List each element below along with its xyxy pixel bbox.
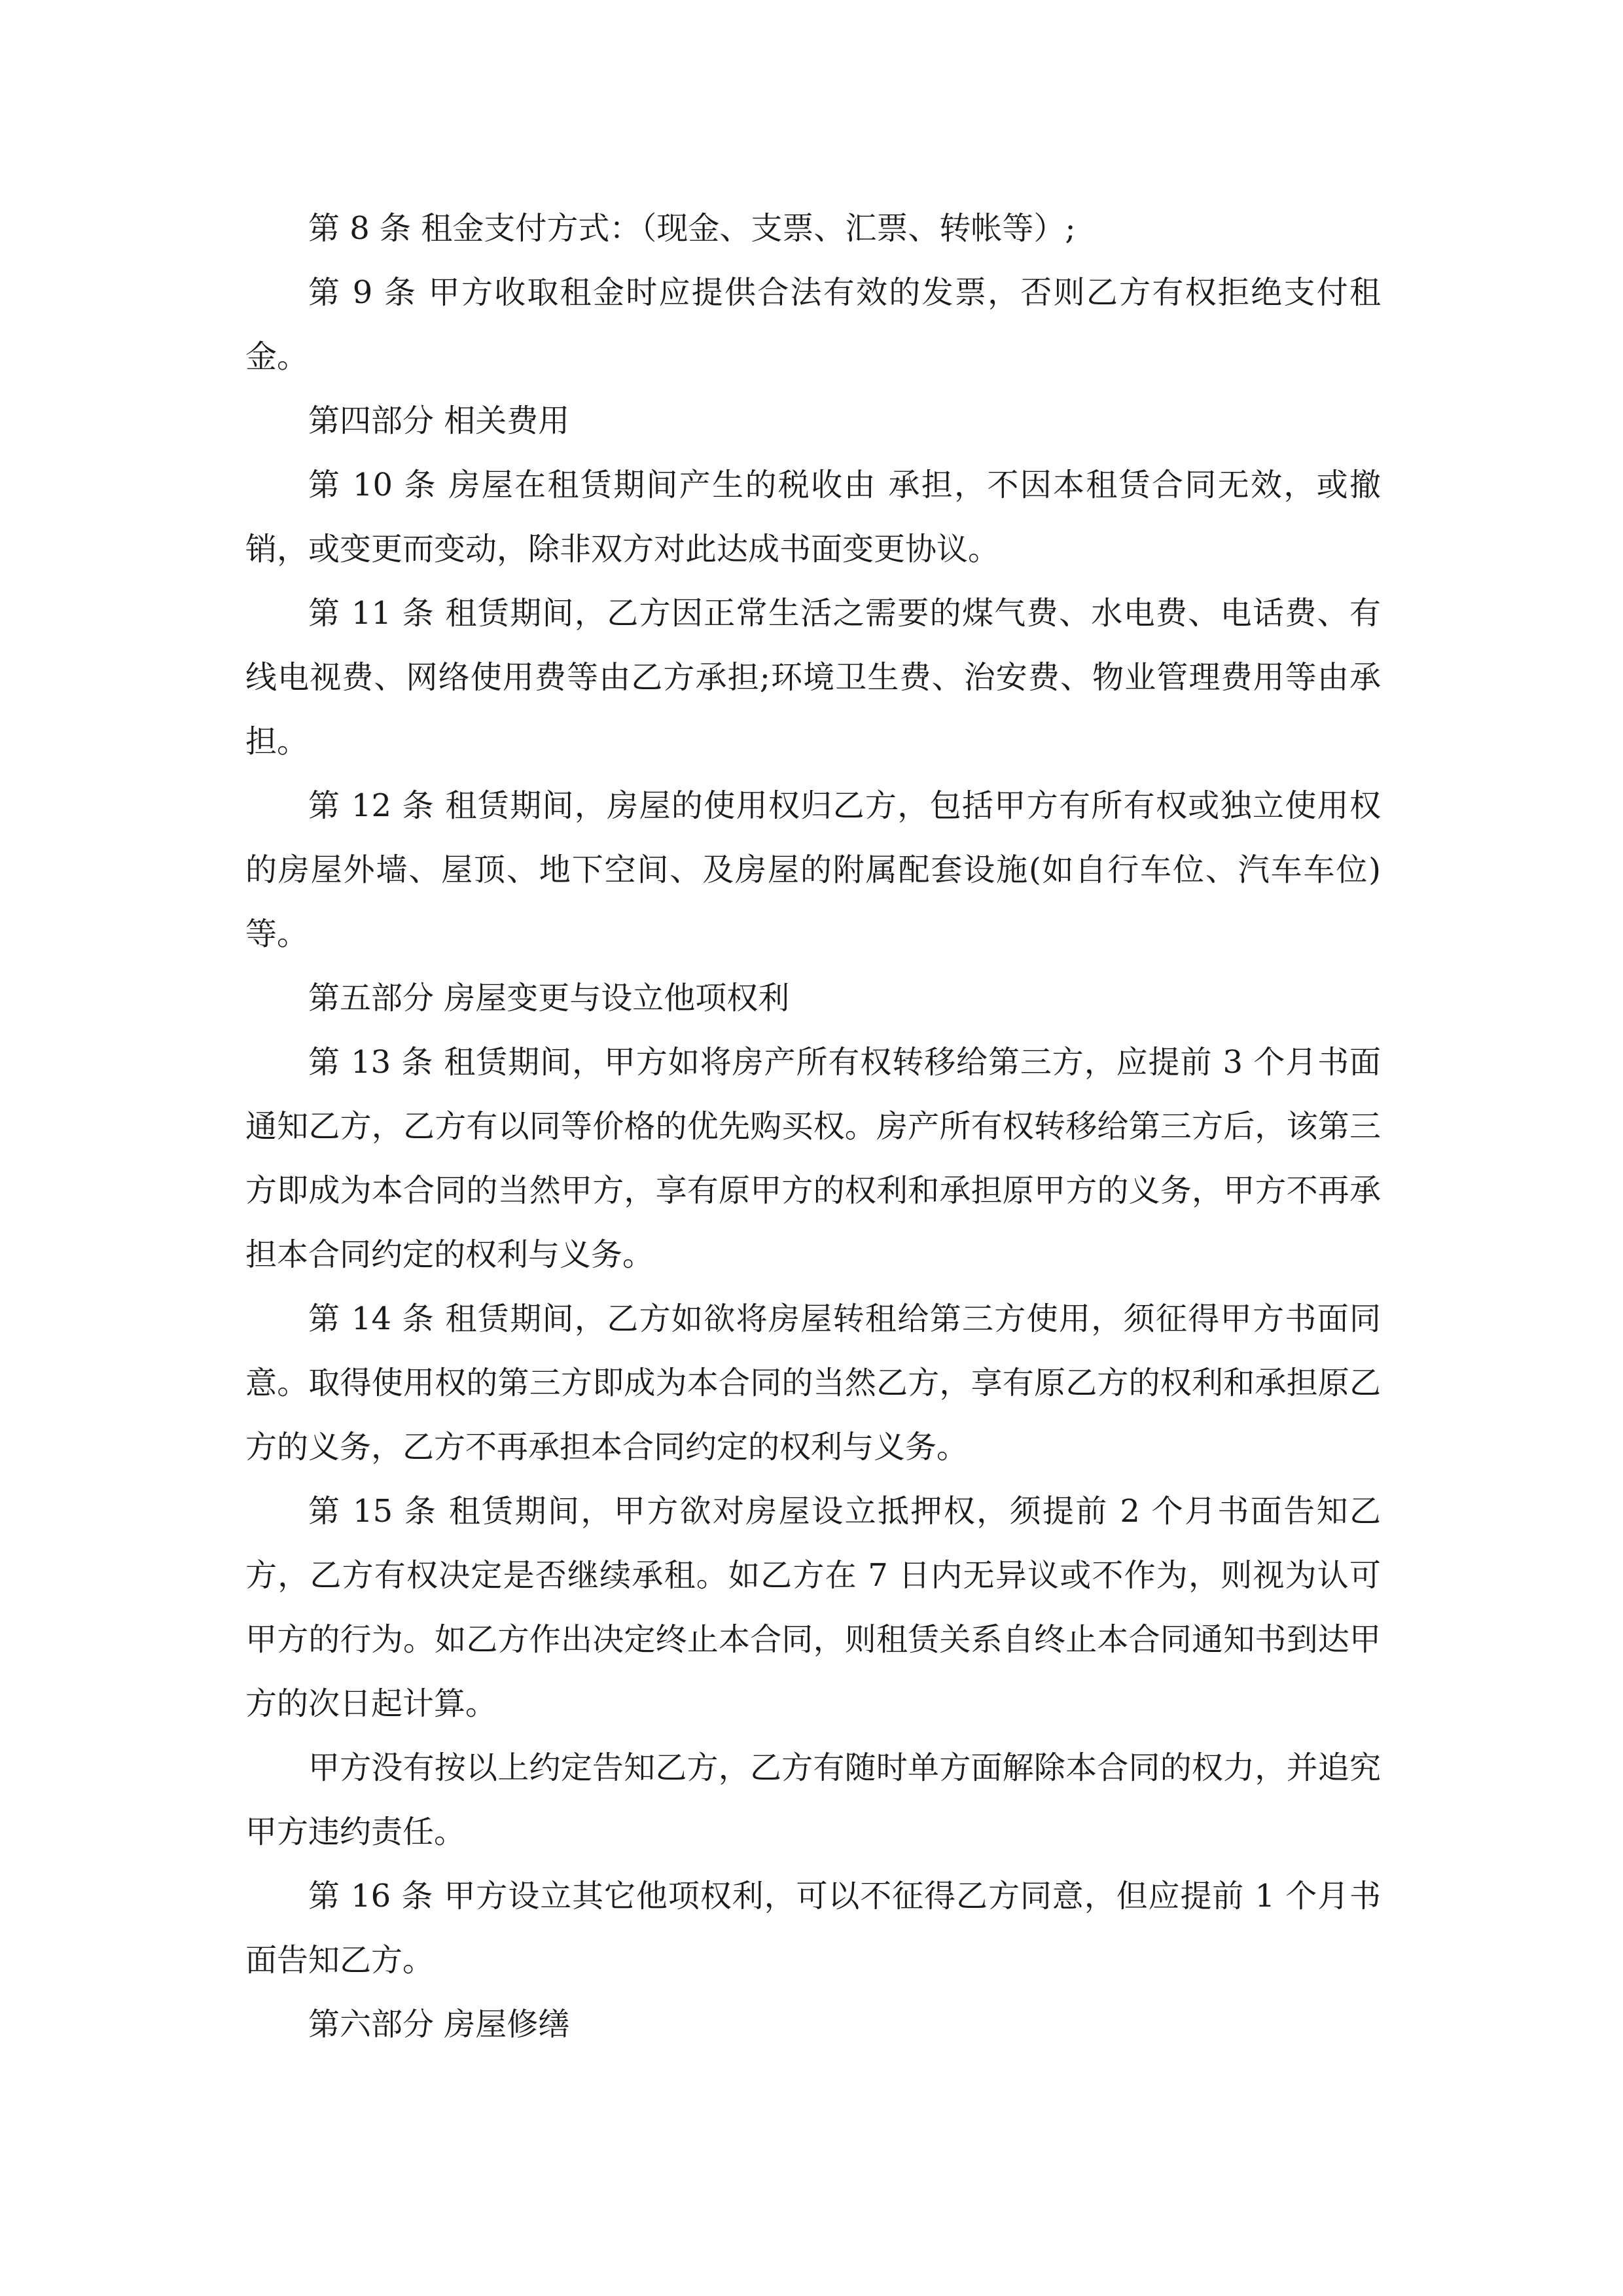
clause-10-taxes: 第 10 条 房屋在租赁期间产生的税收由 承担，不因本租赁合同无效，或撤销，或变更而变动，除非双方对此达成书面变更协议。 [245,467,1381,567]
section-heading-part-four: 第四部分 相关费用 [308,403,570,439]
section-heading-part-five: 第五部分 房屋变更与设立他项权利 [308,980,790,1016]
clause-9-invoice: 第 9 条 甲方收取租金时应提供合法有效的发票，否则乙方有权拒绝支付租金。 [245,274,1381,375]
clause-8-payment-method: 第 8 条 租金支付方式：（现金、支票、汇票、转帐等）; [308,210,1076,247]
clause-12-usage-rights: 第 12 条 租赁期间，房屋的使用权归乙方，包括甲方有所有权或独立使用权的房屋外墙、屋顶、地下空间、及房屋的附属配套设施(如自行车位、汽车车位)等。 [245,787,1381,952]
document-body [245,196,1381,2056]
clause-15-mortgage: 第 15 条 租赁期间，甲方欲对房屋设立抵押权，须提前 2 个月书面告知乙方，乙方有权决定是否继续承租。如乙方在 7 日内无异议或不作为，则视为认可甲方的行为。如乙方作出决定终止本合同，则租赁关系自终止本合同通知书到达甲方的次日起计算。 [245,1493,1381,1722]
clause-15-notice-failure: 甲方没有按以上约定告知乙方，乙方有随时单方面解除本合同的权力，并追究甲方违约责任。 [245,1749,1381,1850]
clause-16-other-rights: 第 16 条 甲方设立其它他项权利，可以不征得乙方同意，但应提前 1 个月书面告知乙方。 [245,1878,1381,1979]
clause-14-sublease: 第 14 条 租赁期间，乙方如欲将房屋转租给第三方使用，须征得甲方书面同意。取得使用权的第三方即成为本合同的当然乙方，享有原乙方的权利和承担原乙方的义务，乙方不再承担本合同约定的权利与义务。 [245,1300,1381,1465]
clause-13-ownership-transfer: 第 13 条 租赁期间，甲方如将房产所有权转移给第三方，应提前 3 个月书面通知乙方，乙方有以同等价格的优先购买权。房产所有权转移给第三方后，该第三方即成为本合同的当然甲方，享有原甲方的权利和承担原甲方的义务，甲方不再承担本合同约定的权利与义务。 [245,1044,1381,1273]
section-heading-part-six: 第六部分 房屋修缮 [308,2006,570,2043]
clause-11-utilities: 第 11 条 租赁期间，乙方因正常生活之需要的煤气费、水电费、电话费、有线电视费、网络使用费等由乙方承担;环境卫生费、治安费、物业管理费用等由承担。 [245,595,1381,760]
